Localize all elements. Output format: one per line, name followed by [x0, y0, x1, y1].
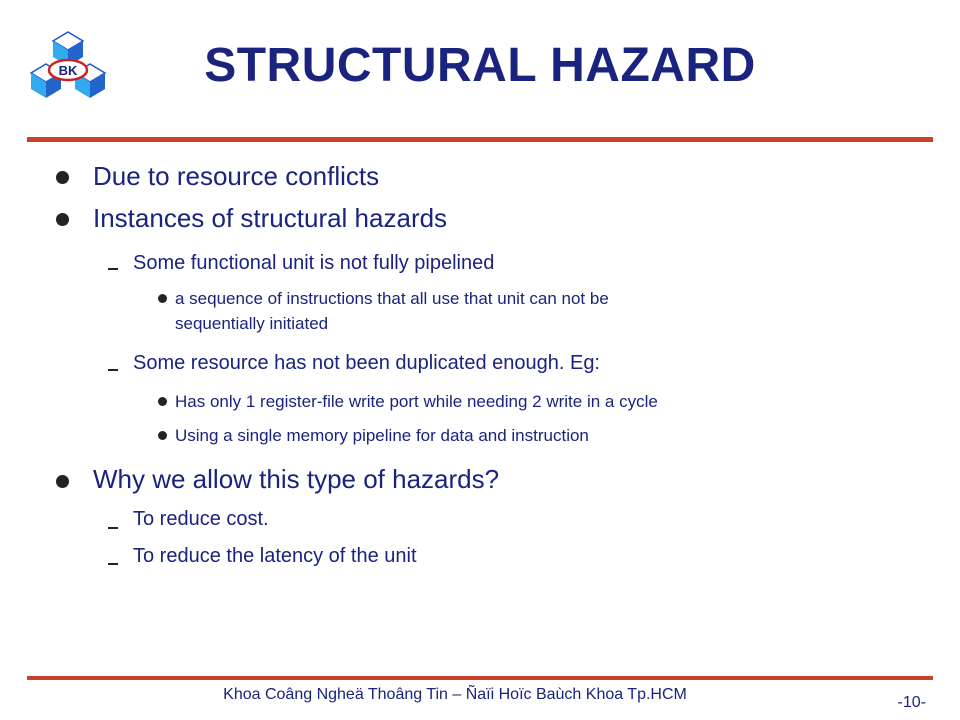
page-number: -10-: [897, 694, 926, 711]
dash-marker: [108, 268, 118, 270]
dash-marker: [108, 527, 118, 529]
bullet-dot: [158, 431, 167, 440]
bullet-dot: [56, 213, 69, 226]
sub-bullet-text: Some functional unit is not fully pipelined: [133, 252, 495, 274]
sub-sub-bullet-text: Has only 1 register-file write port while needing 2 write in a cycle: [175, 392, 658, 411]
footer-divider: [27, 676, 933, 680]
slide-title: STRUCTURAL HAZARD: [204, 39, 756, 92]
bullet-dot: [158, 294, 167, 303]
bullet-text: Instances of structural hazards: [93, 203, 448, 233]
dash-marker: [108, 369, 118, 371]
dash-marker: [108, 563, 118, 565]
logo-text: BK: [58, 63, 78, 78]
sub-bullet-text: To reduce the latency of the unit: [133, 545, 417, 567]
bullet-dot: [56, 171, 69, 184]
footer-text: Khoa Coâng Ngheä Thoâng Tin – Ñaïi Hoïc Baùch Khoa Tp.HCM: [223, 686, 687, 703]
sub-sub-bullet-text: a sequence of instructions that all use that unit can not be sequentially initiated: [175, 289, 609, 333]
sub-bullet-text: Some resource has not been duplicated enough. Eg:: [133, 352, 600, 374]
sub-bullet-text: To reduce cost.: [133, 508, 269, 530]
bullet-dot: [158, 397, 167, 406]
bullet-dot: [56, 475, 69, 488]
sub-sub-bullet-text: Using a single memory pipeline for data and instruction: [175, 426, 589, 445]
bullet-text: Why we allow this type of hazards?: [93, 464, 500, 494]
bullet-text: Due to resource conflicts: [93, 161, 380, 191]
